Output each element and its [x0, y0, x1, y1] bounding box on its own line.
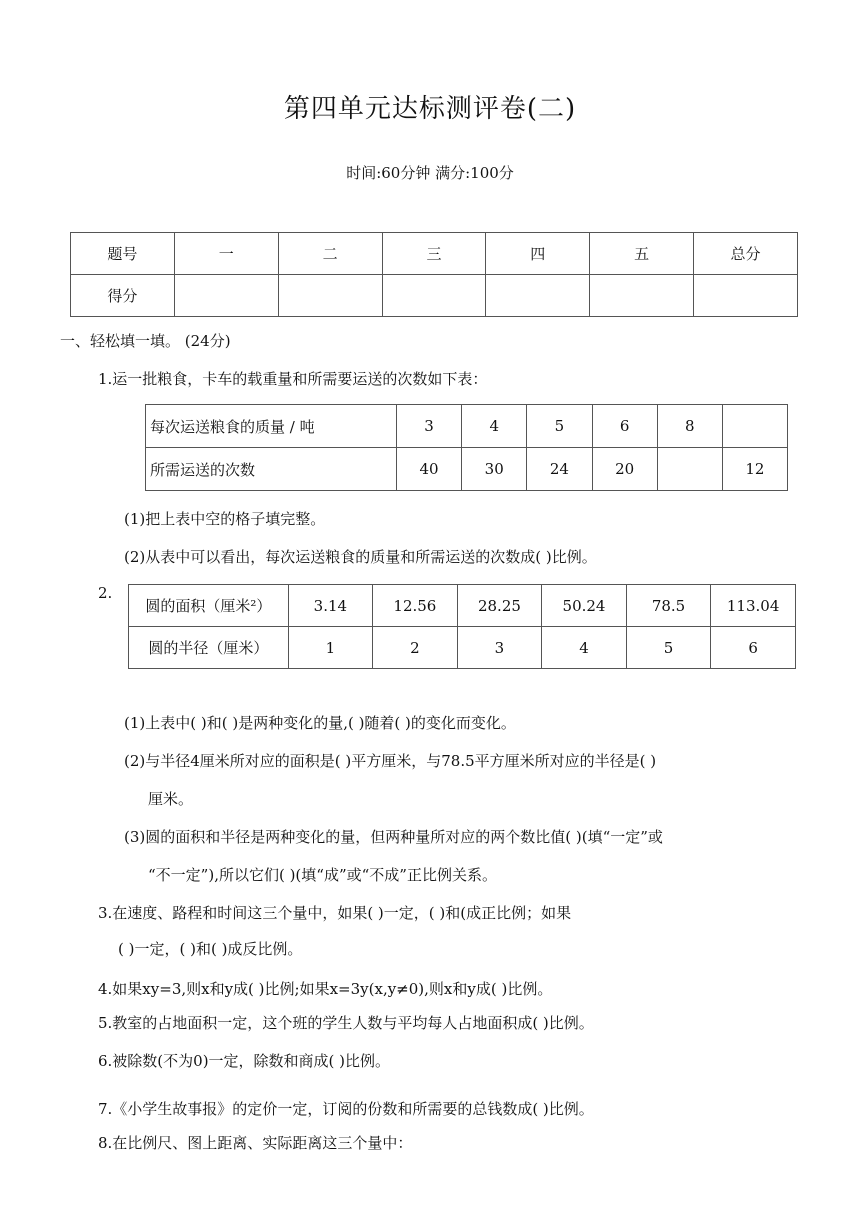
question-5: 5.教室的占地面积一定，这个班的学生人数与平均每人占地面积成( )比例。	[98, 1014, 594, 1032]
table-cell: 3	[396, 405, 461, 448]
question-1: 1.运一批粮食，卡车的载重量和所需要运送的次数如下表：	[98, 370, 488, 388]
table-cell: 3	[457, 627, 542, 669]
table-cell: 12.56	[373, 585, 458, 627]
table-cell: 8	[657, 405, 722, 448]
question-2-part-3-cont: “不一定”),所以它们( )(填“成”或“不成”正比例关系。	[148, 866, 497, 884]
table-cell: 5	[626, 627, 710, 669]
table-cell: 20	[592, 448, 657, 491]
table-cell: 题号	[71, 233, 175, 275]
table-cell: 12	[722, 448, 787, 491]
table-cell: 5	[527, 405, 592, 448]
score-cell[interactable]	[694, 275, 798, 317]
table-cell: 三	[382, 233, 486, 275]
question-2-part-1: (1)上表中( )和( )是两种变化的量,( )随着( )的变化而变化。	[124, 714, 516, 732]
question-7: 7.《小学生故事报》的定价一定，订阅的份数和所需要的总钱数成( )比例。	[98, 1100, 594, 1118]
table-cell: 得分	[71, 275, 175, 317]
table-row	[129, 585, 796, 627]
table-cell: 40	[396, 448, 461, 491]
table-cell: 113.04	[711, 585, 796, 627]
table-cell: 30	[462, 448, 527, 491]
table-cell: 4	[542, 627, 627, 669]
score-cell[interactable]	[486, 275, 590, 317]
table-cell: 28.25	[457, 585, 542, 627]
blank-cell[interactable]	[657, 448, 722, 491]
table-cell: 50.24	[542, 585, 627, 627]
table-cell: 24	[527, 448, 592, 491]
table-cell: 3.14	[288, 585, 372, 627]
table-row	[129, 627, 796, 669]
exam-info: 时间:60分钟 满分:100分	[346, 164, 514, 182]
table-cell: 6	[711, 627, 796, 669]
section-heading: 一、轻松填一填。 (24分)	[60, 332, 231, 350]
question-3: 3.在速度、路程和时间这三个量中，如果( )一定，( )和(成正比例；如果	[98, 904, 572, 922]
table-cell: 圆的面积（厘米²）	[129, 585, 289, 627]
table-cell: 78.5	[626, 585, 710, 627]
table-cell: 四	[486, 233, 590, 275]
table-row	[71, 233, 798, 275]
table-row	[146, 405, 788, 448]
blank-cell[interactable]	[722, 405, 787, 448]
table-cell: 4	[462, 405, 527, 448]
score-cell[interactable]	[590, 275, 694, 317]
q1-table	[145, 404, 788, 491]
question-4: 4.如果xy=3,则x和y成( )比例;如果x=3y(x,y≠0),则x和y成( )比例。	[98, 980, 553, 998]
question-1-part-2: (2)从表中可以看出，每次运送粮食的质量和所需运送的次数成( )比例。	[124, 548, 597, 566]
score-table	[70, 232, 798, 317]
table-cell: 2	[373, 627, 458, 669]
table-cell: 每次运送粮食的质量 / 吨	[146, 405, 397, 448]
question-2-part-3: (3)圆的面积和半径是两种变化的量，但两种量所对应的两个数比值( )(填“一定”或	[124, 828, 663, 846]
question-2-part-2: (2)与半径4厘米所对应的面积是( )平方厘米，与78.5平方厘米所对应的半径是( )	[124, 752, 657, 770]
question-6: 6.被除数(不为0)一定，除数和商成( )比例。	[98, 1052, 391, 1070]
q2-table	[128, 584, 796, 669]
table-cell: 6	[592, 405, 657, 448]
question-2-part-2-cont: 厘米。	[148, 790, 194, 808]
score-cell[interactable]	[382, 275, 486, 317]
table-cell: 五	[590, 233, 694, 275]
score-cell[interactable]	[278, 275, 382, 317]
page-title: 第四单元达标测评卷(二)	[283, 94, 577, 124]
score-cell[interactable]	[174, 275, 278, 317]
table-cell: 1	[288, 627, 372, 669]
question-1-part-1: (1)把上表中空的格子填完整。	[124, 510, 326, 528]
table-cell: 圆的半径（厘米）	[129, 627, 289, 669]
table-row	[146, 448, 788, 491]
question-3-cont: ( )一定，( )和( )成反比例。	[118, 940, 303, 958]
table-cell: 二	[278, 233, 382, 275]
question-2-number: 2.	[98, 584, 113, 602]
table-cell: 总分	[694, 233, 798, 275]
question-8: 8.在比例尺、图上距离、实际距离这三个量中：	[98, 1134, 413, 1152]
table-cell: 所需运送的次数	[146, 448, 397, 491]
table-row	[71, 275, 798, 317]
table-cell: 一	[174, 233, 278, 275]
